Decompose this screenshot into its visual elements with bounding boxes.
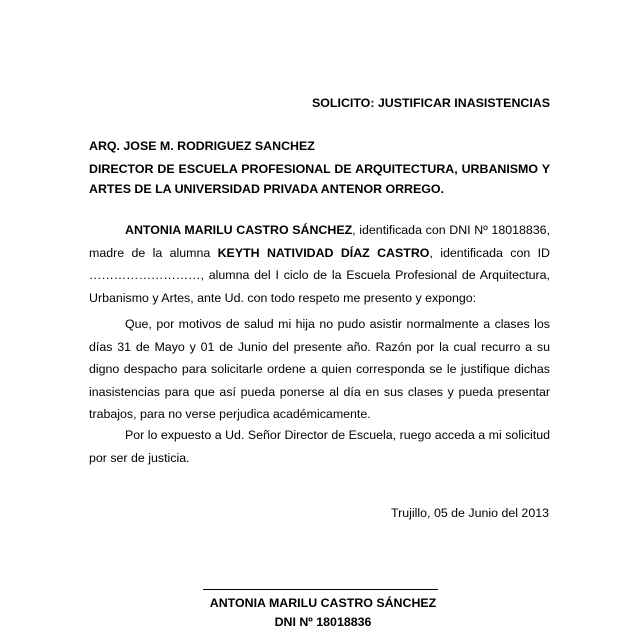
closing-paragraph: Por lo expuesto a Ud. Señor Director de Escuela, ruego acceda a mi solicitud por ser de justicia. — [89, 428, 550, 465]
applicant-name: ANTONIA MARILU CASTRO SÁNCHEZ — [125, 223, 353, 237]
recipient-title: DIRECTOR DE ESCUELA PROFESIONAL DE ARQUITECTURA, URBANISMO Y ARTES DE LA UNIVERSIDAD PRIVADA ANTENOR ORREGO. — [89, 162, 550, 196]
signer-name: ANTONIA MARILU CASTRO SÁNCHEZ — [209, 596, 437, 610]
introduction-text-part-2: , identificada con ID ………………………, alumna del I ciclo de la Escuela Profesional de Arquitectura, Urbanismo y Artes, ante Ud. con todo respeto me presento y expongo: — [89, 245, 550, 305]
recipient-name: ARQ. JOSE M. RODRIGUEZ SANCHEZ — [89, 139, 315, 153]
reason-paragraph: Que, por motivos de salud mi hija no pudo asistir normalmente a clases los días 31 de Mayo y 01 de Junio del presente año. Razón por la cual recurro a su digno despacho para solicitarle ordene a quien corresponda se le justifique dichas inasistencias para que así pueda ponerse al día en sus clases y pueda presentar trabajos, para no verse perjudica académicamente. — [89, 317, 550, 421]
introduction-paragraph — [89, 219, 550, 309]
student-name: KEYTH NATIVIDAD DÍAZ CASTRO — [217, 245, 430, 260]
date-line: Trujillo, 05 de Junio del 2013 — [391, 506, 549, 520]
subject-line: SOLICITO: JUSTIFICAR INASISTENCIAS — [312, 96, 550, 110]
signature-line — [203, 589, 438, 590]
introduction-text-part-1: , identificada con DNI Nº 18018836, madre de la alumna — [89, 223, 551, 260]
signer-dni: DNI Nº 18018836 — [274, 615, 372, 629]
